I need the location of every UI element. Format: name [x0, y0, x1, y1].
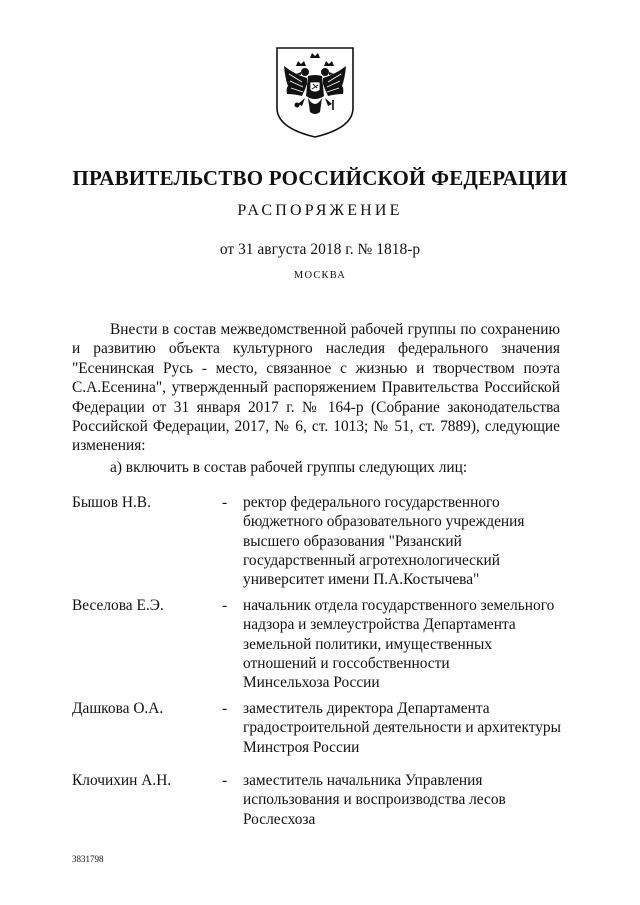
government-title: ПРАВИТЕЛЬСТВО РОССИЙСКОЙ ФЕДЕРАЦИИ	[72, 166, 568, 190]
person-description	[243, 596, 573, 692]
description-line: использования и воспроизводства лесов	[243, 791, 506, 809]
description-line: государственный агротехнологический	[243, 551, 500, 569]
document-type: РАСПОРЯЖЕНИЕ	[237, 202, 403, 219]
intro-line: "Есенинская Русь - место, связанное с жизнью и творчеством поэта	[72, 359, 560, 377]
person-dash: -	[222, 700, 228, 717]
document-city: МОСКВА	[293, 270, 347, 281]
person-name: Клочихин А.Н.	[72, 772, 172, 789]
sub-item-a: а) включить в состав рабочей группы следующих лиц:	[110, 459, 468, 476]
person-dash: -	[222, 494, 228, 511]
intro-line: Федерации от 31 января 2017 г. № 164-р (Собрание законодательства	[72, 398, 560, 416]
intro-line: и развитию объекта культурного наследия федерального значения	[72, 340, 560, 358]
description-line: высшего образования "Рязанский	[243, 532, 462, 550]
intro-line: Внести в состав межведомственной рабочей группы по сохранению	[110, 321, 560, 338]
intro-line: С.А.Есенина", утвержденный распоряжением Правительства Российской	[72, 379, 560, 397]
description-line: ректор федерального государственного	[243, 494, 500, 511]
person-description	[243, 771, 573, 829]
intro-paragraph	[72, 320, 560, 456]
russian-coat-of-arms-icon	[272, 44, 358, 140]
description-line: надзора и землеустройства Департамента	[243, 616, 516, 634]
intro-line: Российской Федерации, 2017, № 6, ст. 1013; № 51, ст. 7889), следующие	[72, 418, 560, 436]
description-line: заместитель директора Департамента	[243, 700, 490, 717]
description-line: Рослесхоза	[243, 810, 316, 828]
description-line: градостроительной деятельности и архитектуры	[243, 719, 561, 737]
document-code: 3831798	[72, 854, 104, 864]
document-date-number: от 31 августа 2018 г. № 1818-р	[219, 241, 421, 258]
description-line: земельной политики, имущественных	[243, 635, 493, 653]
person-description	[243, 699, 573, 757]
person-name: Веселова Е.Э.	[72, 597, 164, 614]
description-line: университет имени П.А.Костычева"	[243, 571, 480, 589]
person-name: Дашкова О.А.	[72, 700, 164, 717]
person-dash: -	[222, 772, 228, 789]
person-description	[243, 493, 573, 589]
person-dash: -	[222, 597, 228, 614]
person-name: Бышов Н.В.	[72, 494, 151, 511]
description-line: начальник отдела государственного земельного	[243, 597, 555, 614]
description-line: Минсельхоза России	[243, 674, 380, 692]
description-line: Минстроя России	[243, 738, 360, 756]
description-line: отношений и госсобственности	[243, 654, 450, 672]
description-line: заместитель начальника Управления	[243, 772, 483, 789]
description-line: бюджетного образовательного учреждения	[243, 513, 525, 531]
intro-line: изменения:	[72, 437, 146, 455]
